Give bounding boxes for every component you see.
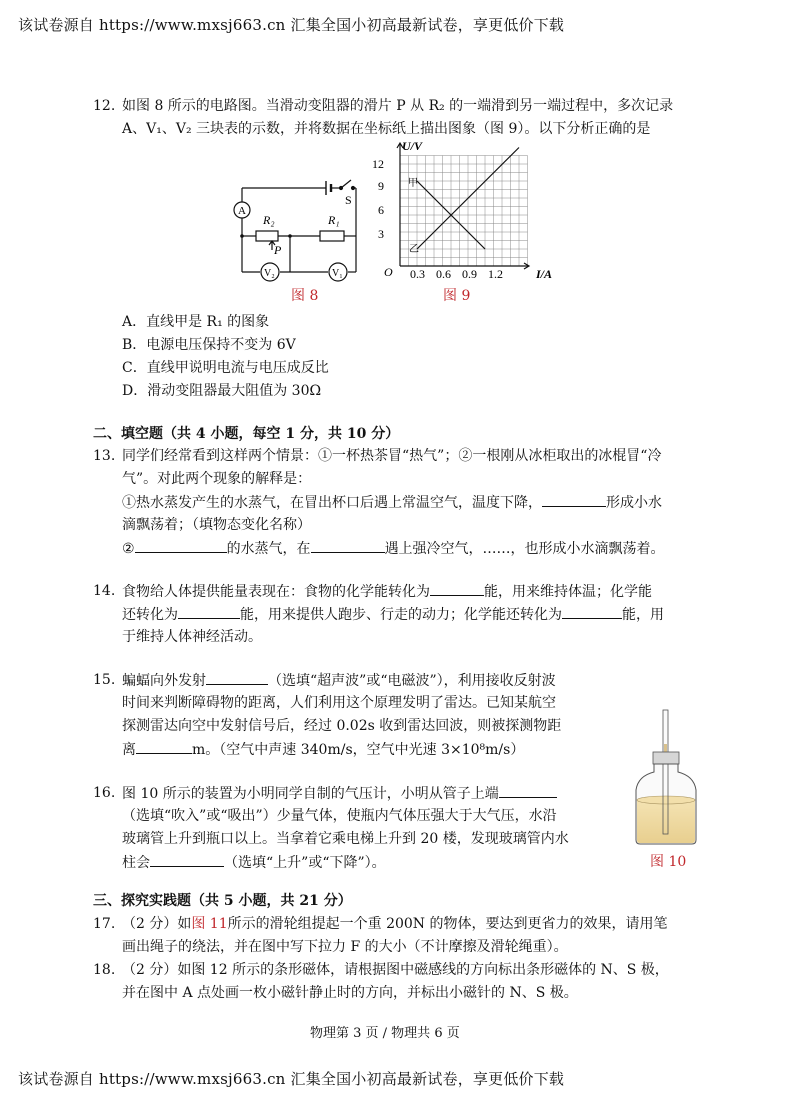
q15-line2: 时间来判断障碍物的距离，人们利用这个原理发明了雷达。已知某航空	[122, 695, 556, 711]
q13-line5-start: ②	[122, 541, 135, 557]
slider-label: P	[274, 243, 282, 257]
q14-number: 14.	[93, 583, 116, 599]
q15-line4-text: 离	[122, 742, 136, 758]
q17-line1-text: （2 分）如	[122, 916, 192, 932]
q12-option-c: C．直线甲说明电流与电压成反比	[122, 360, 329, 376]
q14-line3: 于维持人体神经活动。	[122, 629, 262, 645]
graph-x-label: I/A	[536, 267, 553, 281]
fig10-caption: 图 10	[650, 854, 687, 870]
q16-line4-tail: （选填“上升”或“下降”）。	[224, 855, 386, 871]
q14-blank-3[interactable]	[562, 604, 622, 619]
q15-line3: 探测雷达向空中发射信号后，经过 0.02s 收到雷达回波，则被探测物距	[122, 718, 562, 734]
q16-line2: （选填“吹入”或“吸出”）少量气体，使瓶内气体压强大于大气压，水沿	[122, 808, 557, 824]
label-yi: 乙	[409, 244, 419, 255]
page-footer: 物理第 3 页 / 物理共 6 页	[310, 1026, 460, 1041]
q13-line3-text: ①热水蒸发产生的水蒸气，在冒出杯口后遇上常温空气，温度下降，	[122, 495, 542, 511]
r2-label: R₂	[263, 213, 275, 227]
q13-number: 13.	[93, 448, 116, 464]
q15-line4-tail: m。（空气中声速 340m/s，空气中光速 3×10⁸m/s）	[192, 742, 525, 758]
q16-line1-text: 图 10 所示的装置为小明同学自制的气压计，小明从管子上端	[122, 786, 499, 802]
q18-number: 18.	[93, 962, 116, 978]
q12-line2: A、V₁、V₂ 三块表的示数，并将数据在坐标纸上描出图象（图 9）。以下分析正确的是	[122, 121, 651, 137]
q16-line3: 玻璃管上升到瓶口以上。当拿着它乘电梯上升到 20 楼，发现玻璃管内水	[122, 831, 569, 847]
q12-line1: 如图 8 所示的电路图。当滑动变阻器的滑片 P 从 R₂ 的一端滑到另一端过程中，多次记录	[122, 98, 674, 114]
switch-label: S	[345, 193, 352, 207]
q13-line5	[122, 538, 665, 559]
top-banner: 该试卷源自 https://www.mxsj663.cn 汇集全国小初高最新试卷，享更低价下载	[18, 16, 565, 34]
q13-blank-2[interactable]	[135, 538, 227, 553]
q14-line1-text: 食物给人体提供能量表现在：食物的化学能转化为	[122, 584, 430, 600]
section3-title: 三、探究实践题（共 5 小题，共 21 分）	[93, 893, 352, 909]
y-tick-12: 12	[372, 157, 384, 171]
r1-label: R₁	[328, 213, 340, 227]
q16-line1	[122, 783, 557, 804]
q17-line1-tail: 所示的滑轮组提起一个重 200N 的物体，要达到更省力的效果，请用笔	[227, 916, 668, 932]
q15-line1-tail: （选填“超声波”或“电磁波”），利用接收反射波	[268, 673, 556, 689]
x-tick-0.9: 0.9	[462, 267, 477, 281]
q17-line1	[122, 914, 668, 934]
q13-line1: 同学们经常看到这样两个情景：①一杯热茶冒“热气”；②一根刚从冰柜取出的冰棍冒“冷	[122, 448, 662, 464]
q12-option-a: A．直线甲是 R₁ 的图象	[122, 314, 270, 330]
q12-number: 12.	[93, 98, 116, 114]
fig8-caption: 图 8	[291, 288, 319, 304]
ammeter-label: A	[238, 205, 246, 217]
q13-line3	[122, 492, 662, 513]
q14-line1-tail: 能，用来维持体温；化学能	[484, 584, 652, 600]
q14-blank-1[interactable]	[430, 581, 484, 596]
barometer-fig10	[626, 708, 706, 850]
q14-line2	[122, 604, 664, 625]
circuit-diagram-fig8	[228, 174, 368, 286]
v1-label: V₁	[332, 268, 343, 279]
y-tick-9: 9	[378, 179, 384, 193]
q18-line1: （2 分）如图 12 所示的条形磁体，请根据图中磁感线的方向标出条形磁体的 N、S 极，	[122, 962, 669, 978]
q17-figure-ref[interactable]: 图 11	[191, 916, 228, 932]
y-tick-6: 6	[378, 203, 384, 217]
q15-line4	[122, 739, 524, 760]
graph-origin: O	[384, 265, 393, 279]
q14-line2-mid: 能，用来提供人跑步、行走的动力；化学能还转化为	[240, 607, 562, 623]
graph-y-label: U/V	[402, 139, 423, 153]
y-tick-3: 3	[378, 227, 384, 241]
q13-blank-1[interactable]	[542, 492, 606, 507]
q16-blank-2[interactable]	[150, 852, 224, 867]
q15-number: 15.	[93, 672, 116, 688]
q13-line2: 气”。对此两个现象的解释是：	[122, 471, 312, 487]
q18-line2: 并在图中 A 点处画一枚小磁针静止时的方向，并标出小磁针的 N、S 极。	[122, 985, 578, 1001]
x-tick-0.3: 0.3	[410, 267, 425, 281]
graph-fig9	[368, 138, 553, 284]
q16-number: 16.	[93, 785, 116, 801]
q16-blank-1[interactable]	[499, 783, 557, 798]
q14-line2-tail: 能，用	[622, 607, 664, 623]
q13-blank-3[interactable]	[311, 538, 385, 553]
q12-option-d: D．滑动变阻器最大阻值为 30Ω	[122, 383, 322, 399]
q15-blank-1[interactable]	[206, 670, 268, 685]
q13-line4: 滴飘荡着；（填物态变化名称）	[122, 517, 311, 533]
q14-line1	[122, 581, 652, 602]
q16-line4	[122, 852, 386, 873]
bottom-banner: 该试卷源自 https://www.mxsj663.cn 汇集全国小初高最新试卷，享更低价下载	[18, 1070, 565, 1088]
q17-line2: 画出绳子的绕法，并在图中写下拉力 F 的大小（不计摩擦及滑轮绳重）。	[122, 939, 568, 955]
q13-line5-mid: 的水蒸气，在	[226, 541, 311, 557]
q15-blank-2[interactable]	[136, 739, 192, 754]
q12-option-b: B．电源电压保持不变为 6V	[122, 337, 296, 353]
section2-title: 二、填空题（共 4 小题，每空 1 分，共 10 分）	[93, 426, 400, 442]
q16-line4-text: 柱会	[122, 855, 150, 871]
x-tick-0.6: 0.6	[436, 267, 451, 281]
q14-blank-2[interactable]	[178, 604, 240, 619]
q13-line3-tail: 形成小水	[606, 495, 662, 511]
v2-label: V₂	[264, 268, 275, 279]
q13-line5-tail: 遇上强冷空气，……，也形成小水滴飘荡着。	[384, 541, 665, 557]
q17-number: 17.	[93, 916, 116, 932]
x-tick-1.2: 1.2	[488, 267, 503, 281]
fig9-caption: 图 9	[443, 288, 471, 304]
q15-line1-text: 蝙蝠向外发射	[122, 673, 206, 689]
label-jia: 甲	[408, 178, 418, 189]
q15-line1	[122, 670, 556, 691]
q14-line2-text: 还转化为	[122, 607, 178, 623]
